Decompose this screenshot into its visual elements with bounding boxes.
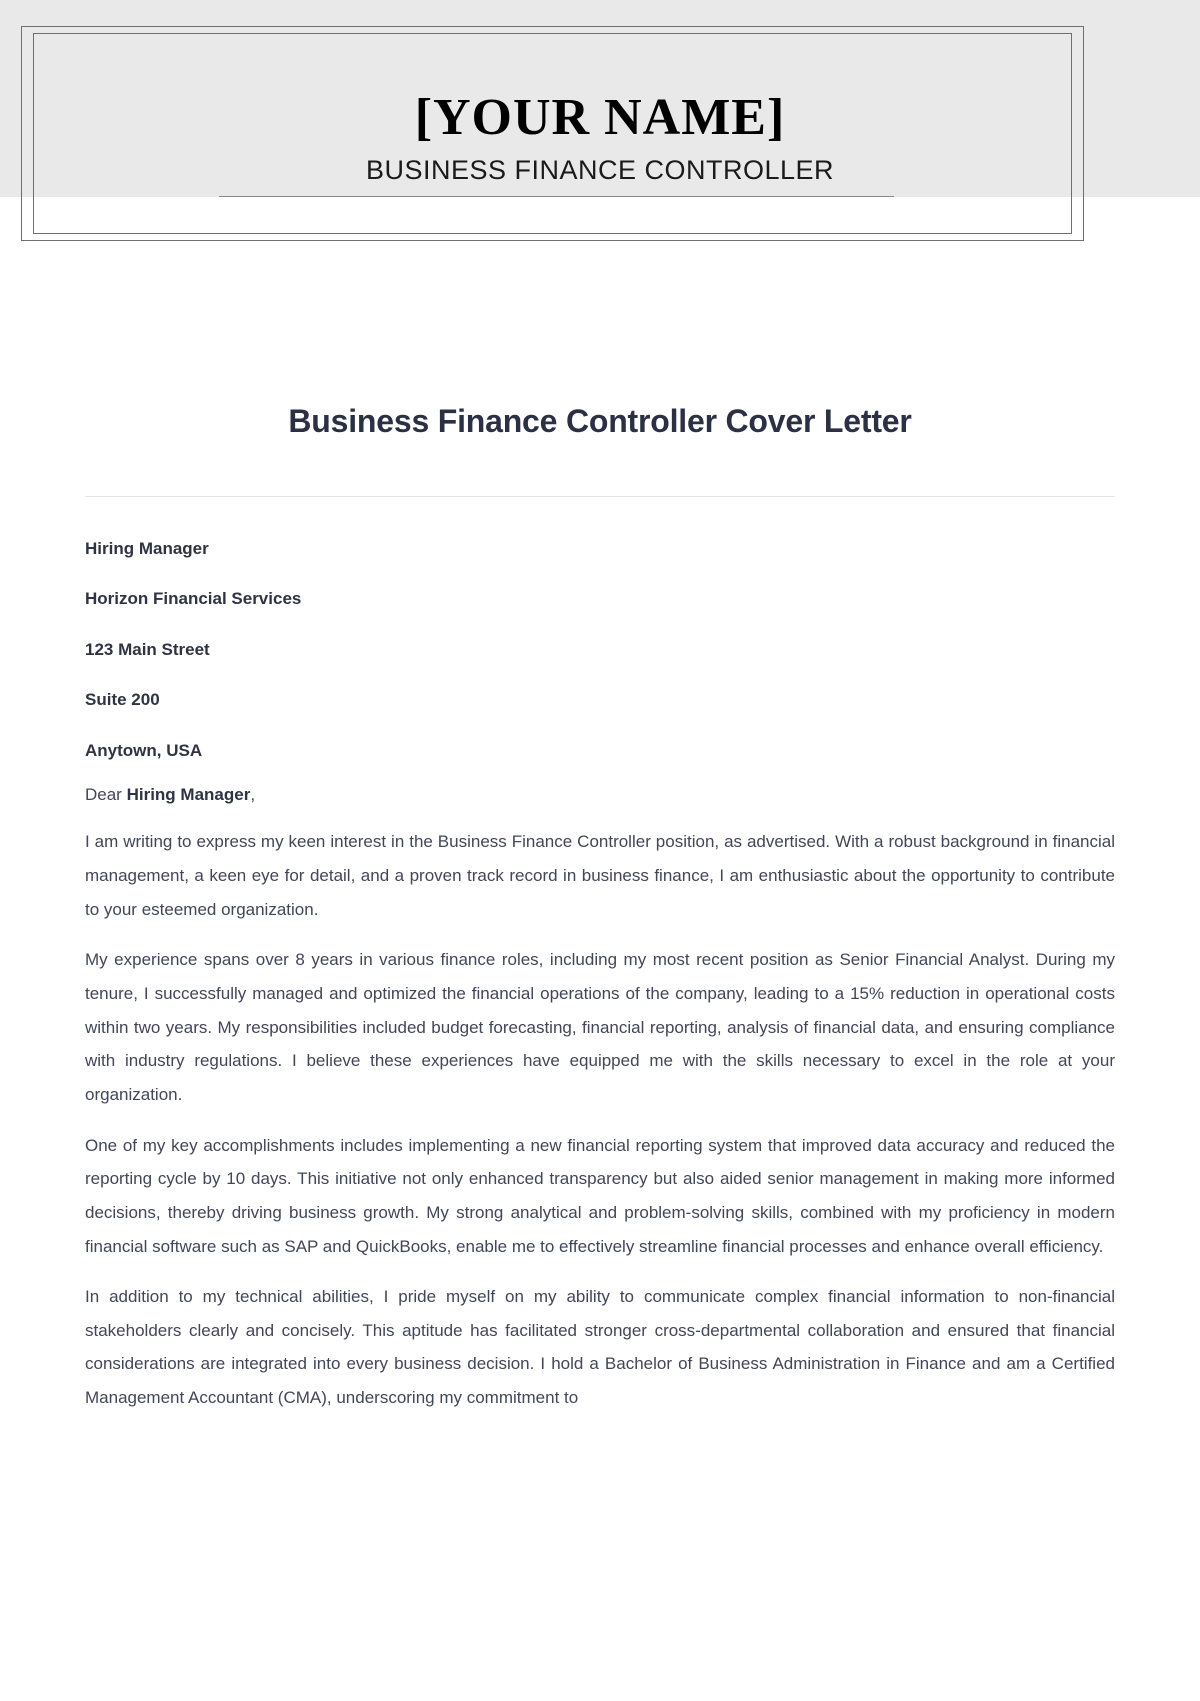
candidate-name: [YOUR NAME]	[414, 89, 786, 146]
letter-paragraph: I am writing to express my keen interest in the Business Finance Controller position, as advertised. With a robust background in financial management, a keen eye for detail, and a proven track record in business finance, I am enthusiastic about the opportunity to contribute to your esteemed organization.	[85, 832, 1115, 919]
candidate-job-title: BUSINESS FINANCE CONTROLLER	[365, 155, 835, 185]
salutation	[85, 782, 1115, 808]
letter-paragraph: In addition to my technical abilities, I pride myself on my ability to communicate complex financial information to non-financial stakeholders clearly and concisely. This aptitude has facilitated stronger cross-departmental collaboration and ensured that financial considerations are integrated into every business decision. I hold a Bachelor of Business Administration in Finance and am a Certified Management Accountant (CMA), underscoring my commitment to	[85, 1287, 1115, 1408]
document-body	[0, 403, 1200, 1415]
recipient-line-3: 123 Main Street	[85, 639, 210, 659]
letter-paragraph: My experience spans over 8 years in various finance roles, including my most recent position as Senior Financial Analyst. During my tenure, I successfully managed and optimized the financial operations of the company, leading to a 15% reduction in operational costs within two years. My responsibilities included budget forecasting, financial reporting, analysis of financial data, and ensuring compliance with industry regulations. I believe these experiences have equipped me with the skills necessary to excel in the role at your organization.	[85, 950, 1115, 1104]
salutation-recipient: Hiring Manager	[126, 784, 251, 804]
recipient-address-block	[85, 539, 1115, 761]
letterhead-content	[0, 0, 1200, 252]
salutation-prefix: Dear	[85, 784, 127, 804]
recipient-line-1: Hiring Manager	[85, 539, 209, 558]
letter-paragraph: One of my key accomplishments includes implementing a new financial reporting system that improved data accuracy and reduced the reporting cycle by 10 days. This initiative not only enhanced transparency but also aided senior management in making more informed decisions, thereby driving business growth. My strong analytical and problem-solving skills, combined with my proficiency in modern financial software such as SAP and QuickBooks, enable me to effectively streamline financial processes and enhance overall efficiency.	[85, 1135, 1115, 1256]
letterhead-banner	[0, 0, 1200, 252]
salutation-suffix: ,	[250, 784, 256, 804]
recipient-line-5: Anytown, USA	[85, 740, 203, 760]
recipient-line-2: Horizon Financial Services	[85, 589, 302, 609]
letterhead-divider	[219, 196, 894, 197]
page-title: Business Finance Controller Cover Letter	[288, 403, 912, 439]
title-divider	[85, 496, 1115, 497]
recipient-line-4: Suite 200	[85, 690, 160, 710]
